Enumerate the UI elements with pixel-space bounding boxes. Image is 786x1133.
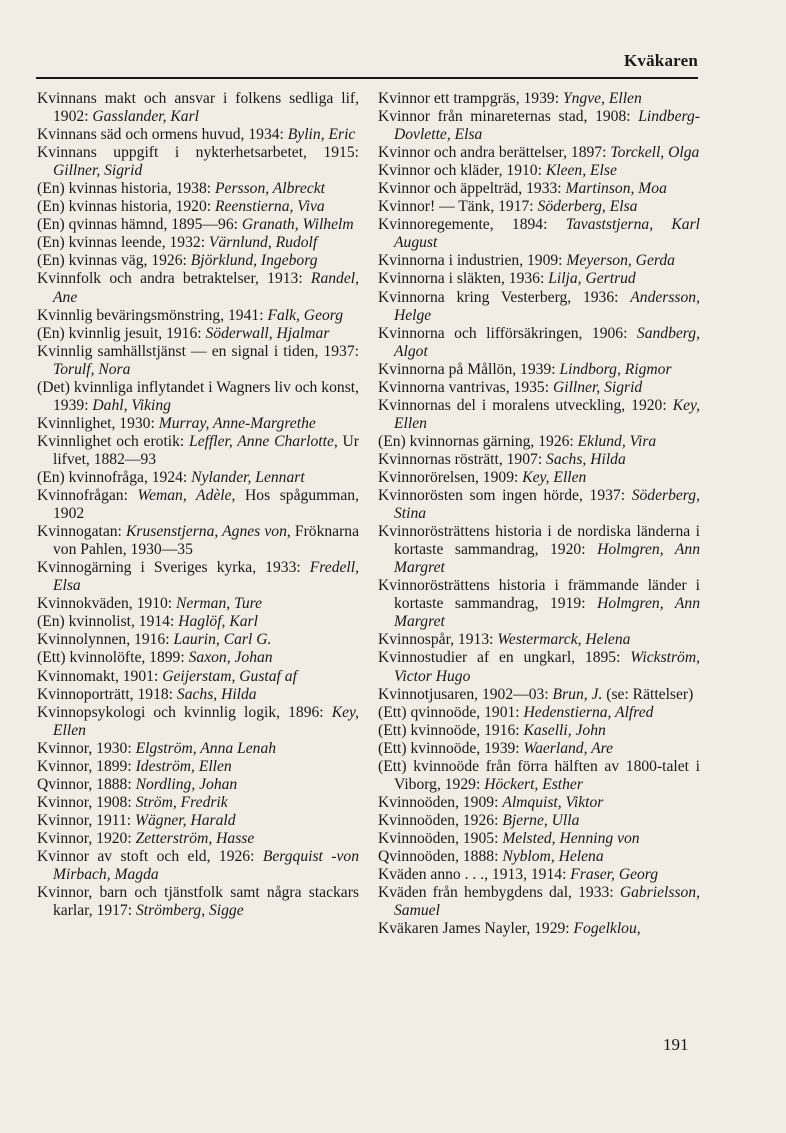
entry-author: Persson, Albreckt xyxy=(215,180,326,198)
index-entry xyxy=(378,523,700,577)
entry-title: Kvinnokväden, 1910: xyxy=(37,595,177,613)
index-entry xyxy=(378,451,700,469)
index-entry xyxy=(378,469,700,487)
index-entry xyxy=(37,433,359,469)
entry-author: Saxon, Johan xyxy=(188,649,273,667)
entry-title: Kvinnofrågan: xyxy=(37,487,138,505)
entry-title: Kväden anno . . ., 1913, 1914: xyxy=(378,866,571,884)
index-entry xyxy=(378,162,700,180)
entry-title: (En) kvinnornas gärning, 1926: xyxy=(378,432,578,450)
entry-author: Björklund, Ingeborg xyxy=(190,252,318,270)
index-entry xyxy=(378,252,700,270)
index-entry xyxy=(378,848,700,866)
index-entry xyxy=(378,90,700,108)
index-entry xyxy=(37,595,359,613)
entry-author: Sachs, Hilda xyxy=(176,685,257,703)
page-number: 191 xyxy=(663,1035,689,1054)
index-entry xyxy=(378,144,700,162)
index-entry xyxy=(37,415,359,433)
entry-author: Falk, Georg xyxy=(267,306,344,324)
entry-title: Kvinnogärning i Sveriges kyrka, 1933: xyxy=(37,559,310,577)
entry-title: (En) kvinnas väg, 1926: xyxy=(37,252,191,270)
index-entry xyxy=(37,469,359,487)
index-entry xyxy=(378,379,700,397)
entry-author: Wickström, Victor Hugo xyxy=(394,649,700,685)
entry-author: Kaselli, John xyxy=(523,721,606,739)
entry-author: Key, Ellen xyxy=(53,703,359,739)
entry-title: (En) kvinnlig jesuit, 1916: xyxy=(37,324,206,342)
entry-author: Söderwall, Hjalmar xyxy=(205,324,330,342)
entry-title: Kvinnor och äppelträd, 1933: xyxy=(378,180,566,198)
entry-author: Yngve, Ellen xyxy=(562,90,642,107)
entry-author: Nordling, Johan xyxy=(135,775,238,793)
index-entry xyxy=(37,848,359,884)
entry-author: Key, Ellen xyxy=(522,468,587,486)
index-entry xyxy=(378,433,700,451)
entry-title: Kvinnor av stoft och eld, 1926: xyxy=(37,847,263,865)
entry-author: Krusenstjerna, Agnes von, xyxy=(126,523,291,541)
entry-author: Reenstierna, Viva xyxy=(215,198,325,216)
index-entry xyxy=(378,794,700,812)
index-entry xyxy=(378,270,700,288)
entry-title: Kvinnoöden, 1926: xyxy=(378,811,503,829)
entry-remark: (se: Rättelser) xyxy=(602,685,694,703)
entry-title: Kvinnogatan: xyxy=(37,523,127,541)
entry-title: (Ett) kvinnoöde från förra hälften av 1800-talet i Viborg, 1929: xyxy=(378,757,700,793)
entry-title: Kvinnor, 1911: xyxy=(37,811,135,829)
index-entry xyxy=(378,180,700,198)
entry-title: (Det) kvinnliga inflytandet i Wagners liv och konst, 1939: xyxy=(37,378,359,414)
index-entry xyxy=(378,325,700,361)
entry-author: Bylin, Eric xyxy=(287,126,356,144)
index-entry xyxy=(37,216,359,234)
entry-title: Kvinnor från minareternas stad, 1908: xyxy=(378,108,639,126)
entry-title: Kvinnor och kläder, 1910: xyxy=(378,162,546,180)
index-entry xyxy=(37,794,359,812)
index-entry xyxy=(37,631,359,649)
entry-author: Martinson, Moa xyxy=(565,180,667,198)
entry-title: Kvinnolynnen, 1916: xyxy=(37,631,174,649)
entry-title: Qvinnor, 1888: xyxy=(37,775,136,793)
index-entry xyxy=(37,704,359,740)
entry-title: Kvinnorna och lifförsäkringen, 1906: xyxy=(378,324,637,342)
index-entry xyxy=(378,198,700,216)
entry-title: Kvinnopsykologi och kvinnlig logik, 1896: xyxy=(37,703,332,721)
entry-author: Sandberg, Algot xyxy=(394,324,700,360)
entry-author: Bergquist -von Mirbach, Magda xyxy=(53,847,359,884)
entry-author: Leffler, Anne Charlotte, xyxy=(189,432,338,450)
index-entry xyxy=(37,830,359,848)
entry-author: Haglöf, Karl xyxy=(178,613,258,631)
entry-title: Kvinnlig samhällstjänst — en signal i tiden, 1937: xyxy=(37,342,359,360)
entry-author: Elgström, Anna Lenah xyxy=(135,739,277,757)
entry-title: Kvinnans säd och ormens huvud, 1934: xyxy=(37,126,288,144)
index-entry xyxy=(37,379,359,415)
entry-author: Söderberg, Stina xyxy=(394,487,700,523)
entry-remark: Hos spågumman, 1902 xyxy=(53,487,359,523)
entry-author: Almquist, Viktor xyxy=(502,793,604,811)
entry-title: Kvinnorna kring Vesterberg, 1936: xyxy=(378,288,631,306)
entry-title: Kvinnorörelsen, 1909: xyxy=(378,468,523,486)
index-entry xyxy=(378,216,700,252)
entry-author: Värnlund, Rudolf xyxy=(208,234,318,252)
index-entry xyxy=(37,198,359,216)
index-entry xyxy=(37,884,359,920)
entry-title: Kväden från hembygdens dal, 1933: xyxy=(378,884,620,902)
index-entry xyxy=(37,649,359,667)
entry-author: Nyblom, Helena xyxy=(502,847,604,865)
index-entry xyxy=(378,758,700,794)
entry-author: Kleen, Else xyxy=(545,162,617,180)
entry-title: Kvinnoöden, 1909: xyxy=(378,793,503,811)
entry-author: Key, Ellen xyxy=(394,396,700,432)
entry-author: Zetterström, Hasse xyxy=(135,829,255,847)
entry-title: Kvinnoporträtt, 1918: xyxy=(37,685,177,703)
entry-author: Melsted, Henning von xyxy=(502,829,640,847)
entry-author: Sachs, Hilda xyxy=(546,450,626,468)
index-entry xyxy=(37,523,359,559)
entry-author: Nylander, Lennart xyxy=(191,468,305,486)
entry-author: Hedenstierna, Alfred xyxy=(523,703,654,721)
entry-title: Kvinnoregemente, 1894: xyxy=(378,216,566,234)
entry-remark: Ur lifvet, 1882—93 xyxy=(53,432,359,468)
entry-title: Kvinnlig beväringsmönstring, 1941: xyxy=(37,306,268,324)
index-entry xyxy=(378,686,700,704)
entry-author: Lindborg, Rigmor xyxy=(559,360,672,378)
index-entry xyxy=(37,487,359,523)
entry-author: Söderberg, Elsa xyxy=(537,198,638,216)
entry-title: Kvinnlighet, 1930: xyxy=(37,414,159,432)
header-rule xyxy=(36,77,698,79)
index-entry xyxy=(37,758,359,776)
entry-author: Lilja, Gertrud xyxy=(548,270,636,288)
entry-author: Gabrielsson, Samuel xyxy=(394,884,700,920)
entry-author: Strömberg, Sigge xyxy=(135,902,244,920)
entry-title: Kvinnor och andra berättelser, 1897: xyxy=(378,144,611,162)
entry-author: Gillner, Sigrid xyxy=(552,378,643,396)
index-entry xyxy=(37,686,359,704)
entry-title: Kvinnostudier af en ungkarl, 1895: xyxy=(378,649,631,667)
entry-author: Westermarck, Helena xyxy=(497,631,631,649)
entry-author: Gasslander, Karl xyxy=(92,108,199,126)
entry-author: Murray, Anne-Margrethe xyxy=(158,414,316,432)
entry-title: Kvinnospår, 1913: xyxy=(378,631,498,649)
entry-title: Kvinnor, barn och tjänstfolk samt några stackars karlar, 1917: xyxy=(37,884,359,920)
entry-author: Fredell, Elsa xyxy=(53,559,359,595)
entry-author: Meyerson, Gerda xyxy=(566,252,675,270)
index-entry xyxy=(37,90,359,126)
entry-author: Geijerstam, Gustaf af xyxy=(162,667,297,685)
index-entry xyxy=(378,740,700,758)
entry-author: Torulf, Nora xyxy=(53,360,131,378)
entry-author: Dahl, Viking xyxy=(92,396,171,414)
index-entry xyxy=(378,397,700,433)
index-entry xyxy=(378,577,700,631)
entry-title: Kvinnor ett trampgräs, 1939: xyxy=(378,90,563,107)
entry-title: Kvinnlighet och erotik: xyxy=(37,432,190,450)
entry-title: Kvinnor, 1908: xyxy=(37,793,136,811)
index-entry xyxy=(37,812,359,830)
entry-title: Kvinnoöden, 1905: xyxy=(378,829,503,847)
entry-title: Kvinnorösten som ingen hörde, 1937: xyxy=(378,487,632,505)
entry-author: Nerman, Ture xyxy=(176,595,263,613)
index-entry xyxy=(37,343,359,379)
entry-title: Kvinnorna vantrivas, 1935: xyxy=(378,378,553,396)
entry-title: (En) qvinnas hämnd, 1895—96: xyxy=(37,216,242,234)
index-entry xyxy=(378,487,700,523)
entry-author: Granath, Wilhelm xyxy=(241,216,354,234)
entry-author: Tavaststjerna, Karl August xyxy=(394,216,700,252)
entry-author: Eklund, Vira xyxy=(577,432,657,450)
index-entry xyxy=(37,180,359,198)
entry-author: Weman, Adèle, xyxy=(137,487,236,505)
entry-title: Kväkaren James Nayler, 1929: xyxy=(378,920,574,938)
entry-title: Kvinnorösträttens historia i främmande länder i kortaste sammandrag, 1919: xyxy=(378,577,700,613)
index-entry xyxy=(378,649,700,685)
entry-title: (Ett) kvinnolöfte, 1899: xyxy=(37,649,189,667)
entry-author: Lindberg-Dovlette, Elsa xyxy=(394,108,700,144)
index-entry xyxy=(37,252,359,270)
entry-title: Kvinnornas rösträtt, 1907: xyxy=(378,450,547,468)
entry-author: Waerland, Are xyxy=(523,739,614,757)
entry-author: Ström, Fredrik xyxy=(135,793,228,811)
index-entry xyxy=(378,361,700,379)
index-entry xyxy=(37,776,359,794)
running-head: Kväkaren xyxy=(623,51,698,70)
entry-author: Ideström, Ellen xyxy=(135,757,232,775)
entry-title: (En) kvinnas historia, 1920: xyxy=(37,198,216,216)
entry-author: Gillner, Sigrid xyxy=(53,162,143,180)
entry-title: Kvinnorna på Mållön, 1939: xyxy=(378,360,560,378)
left-column xyxy=(37,90,359,920)
entry-title: (En) kvinnofråga, 1924: xyxy=(37,468,192,486)
index-entry xyxy=(378,830,700,848)
entry-author: Fraser, Georg xyxy=(570,866,659,884)
entry-author: Laurin, Carl G. xyxy=(173,631,272,649)
entry-title: Kvinnans uppgift i nykterhetsarbetet, 1915: xyxy=(37,144,359,162)
entry-title: Kvinnornas del i moralens utveckling, 1920: xyxy=(378,396,673,414)
entry-title: Kvinnotjusaren, 1902—03: xyxy=(378,685,553,703)
index-entry xyxy=(37,325,359,343)
index-entry xyxy=(378,631,700,649)
index-entry xyxy=(37,144,359,180)
entry-title: Kvinnor, 1899: xyxy=(37,757,136,775)
index-entry xyxy=(378,866,700,884)
entry-author: Fogelklou, xyxy=(573,920,641,938)
entry-author: Holmgren, Ann Margret xyxy=(394,541,700,577)
index-entry xyxy=(378,884,700,920)
entry-title: (En) kvinnolist, 1914: xyxy=(37,613,179,631)
entry-remark: Fröknarna von Pahlen, 1930—35 xyxy=(53,523,359,559)
entry-title: (En) kvinnas leende, 1932: xyxy=(37,234,209,252)
index-entry xyxy=(37,234,359,252)
index-entry xyxy=(378,704,700,722)
entry-title: Kvinnorna i industrien, 1909: xyxy=(378,252,567,270)
entry-title: Kvinnor! — Tänk, 1917: xyxy=(378,198,538,216)
index-entry xyxy=(37,613,359,631)
entry-title: Kvinnans makt och ansvar i folkens sedliga lif, 1902: xyxy=(37,90,359,126)
entry-title: (Ett) qvinnoöde, 1901: xyxy=(378,703,524,721)
index-entry xyxy=(37,270,359,306)
entry-title: Kvinnor, 1920: xyxy=(37,829,136,847)
entry-title: Qvinnoöden, 1888: xyxy=(378,847,503,865)
entry-title: Kvinnorna i släkten, 1936: xyxy=(378,270,549,288)
entry-author: Andersson, Helge xyxy=(394,288,700,324)
entry-author: Randel, Ane xyxy=(53,270,359,306)
index-entry xyxy=(378,812,700,830)
entry-author: Holmgren, Ann Margret xyxy=(394,595,700,631)
entry-title: Kvinnomakt, 1901: xyxy=(37,667,163,685)
entry-title: Kvinnfolk och andra betraktelser, 1913: xyxy=(37,270,311,288)
entry-title: (En) kvinnas historia, 1938: xyxy=(37,180,216,198)
entry-title: Kvinnor, 1930: xyxy=(37,739,136,757)
entry-author: Bjerne, Ulla xyxy=(502,811,580,829)
entry-title: (Ett) kvinnoöde, 1916: xyxy=(378,721,524,739)
entry-title: (Ett) kvinnoöde, 1939: xyxy=(378,739,524,757)
right-column xyxy=(378,90,700,938)
entry-title: Kvinnorösträttens historia i de nordiska länderna i kortaste sammandrag, 1920: xyxy=(378,523,700,559)
index-entry xyxy=(37,740,359,758)
index-entry xyxy=(378,722,700,740)
index-entry xyxy=(378,108,700,144)
index-entry xyxy=(37,307,359,325)
index-entry xyxy=(378,289,700,325)
entry-author: Wägner, Harald xyxy=(135,811,236,829)
index-entry xyxy=(37,559,359,595)
index-entry xyxy=(37,668,359,686)
entry-author: Brun, J. xyxy=(552,685,603,703)
entry-author: Torckell, Olga xyxy=(610,144,700,162)
index-entry xyxy=(37,126,359,144)
entry-author: Höckert, Esther xyxy=(484,775,583,793)
index-entry xyxy=(378,920,700,938)
